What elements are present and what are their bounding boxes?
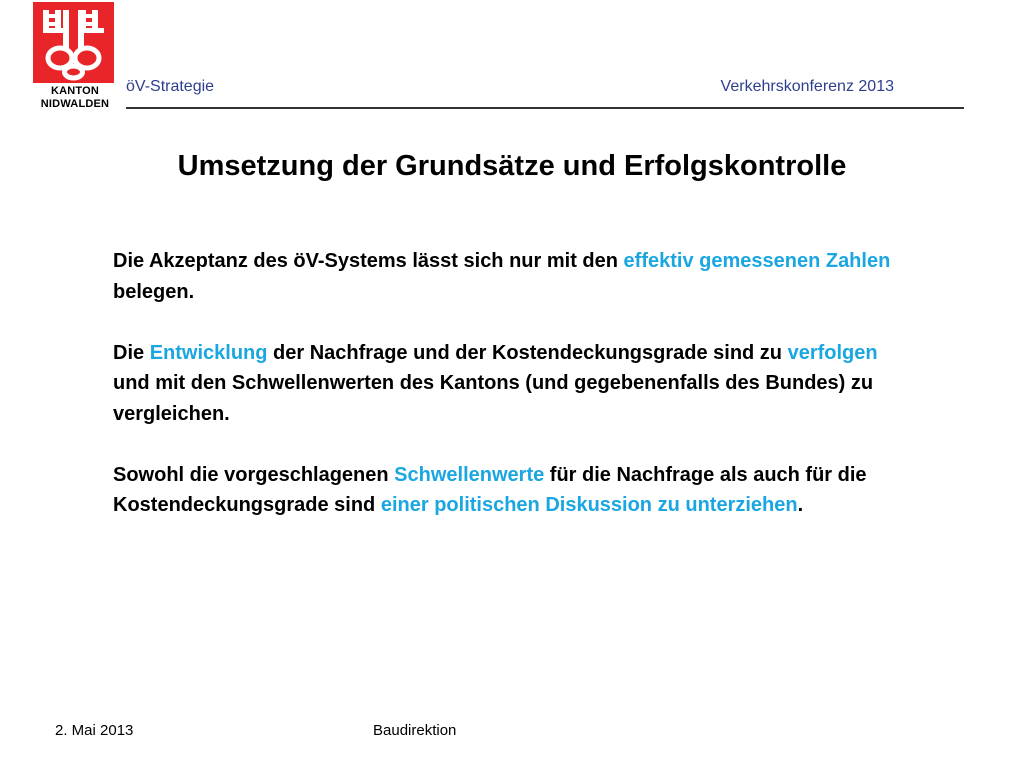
text-segment: der Nachfrage und der Kostendeckungsgrade sind zu bbox=[267, 341, 788, 364]
logo-line-kanton: KANTON bbox=[50, 85, 100, 97]
slide-body bbox=[113, 246, 913, 551]
nidwalden-coat-of-arms-icon bbox=[33, 2, 114, 83]
text-segment: Sowohl die vorgeschlagenen bbox=[113, 463, 395, 486]
highlighted-text: effektiv gemessenen Zahlen bbox=[623, 250, 891, 272]
header-divider bbox=[126, 107, 964, 109]
logo-line-nidwalden: NIDWALDEN bbox=[40, 98, 110, 110]
text-segment: Die bbox=[113, 341, 150, 364]
paragraph bbox=[113, 338, 913, 430]
text-segment: und mit den Schwellenwerten des Kantons (und gegebenenfalls des Bundes) zu vergleichen. bbox=[113, 372, 874, 425]
header-event: Verkehrskonferenz 2013 bbox=[720, 78, 894, 95]
footer-department: Baudirektion bbox=[373, 722, 457, 739]
paragraph bbox=[113, 460, 913, 521]
highlighted-text: verfolgen bbox=[787, 341, 878, 364]
highlighted-text: Entwicklung bbox=[149, 341, 268, 364]
footer-date: 2. Mai 2013 bbox=[55, 722, 134, 739]
highlighted-text: einer politischen Diskussion zu unterziehen bbox=[380, 494, 798, 516]
kanton-logo bbox=[33, 2, 117, 111]
paragraph bbox=[113, 246, 913, 307]
text-segment: für die Nachfrage als auch für die Kostendeckungsgrade sind bbox=[113, 463, 867, 516]
header-topic: öV-Strategie bbox=[126, 78, 215, 95]
highlighted-text: Schwellenwerte bbox=[394, 463, 545, 486]
text-segment: Die Akzeptanz des öV-Systems lässt sich nur mit den bbox=[113, 250, 624, 272]
text-segment: . bbox=[797, 494, 804, 516]
slide-title: Umsetzung der Grundsätze und Erfolgskontrolle bbox=[177, 150, 847, 182]
text-segment: belegen. bbox=[113, 280, 195, 303]
